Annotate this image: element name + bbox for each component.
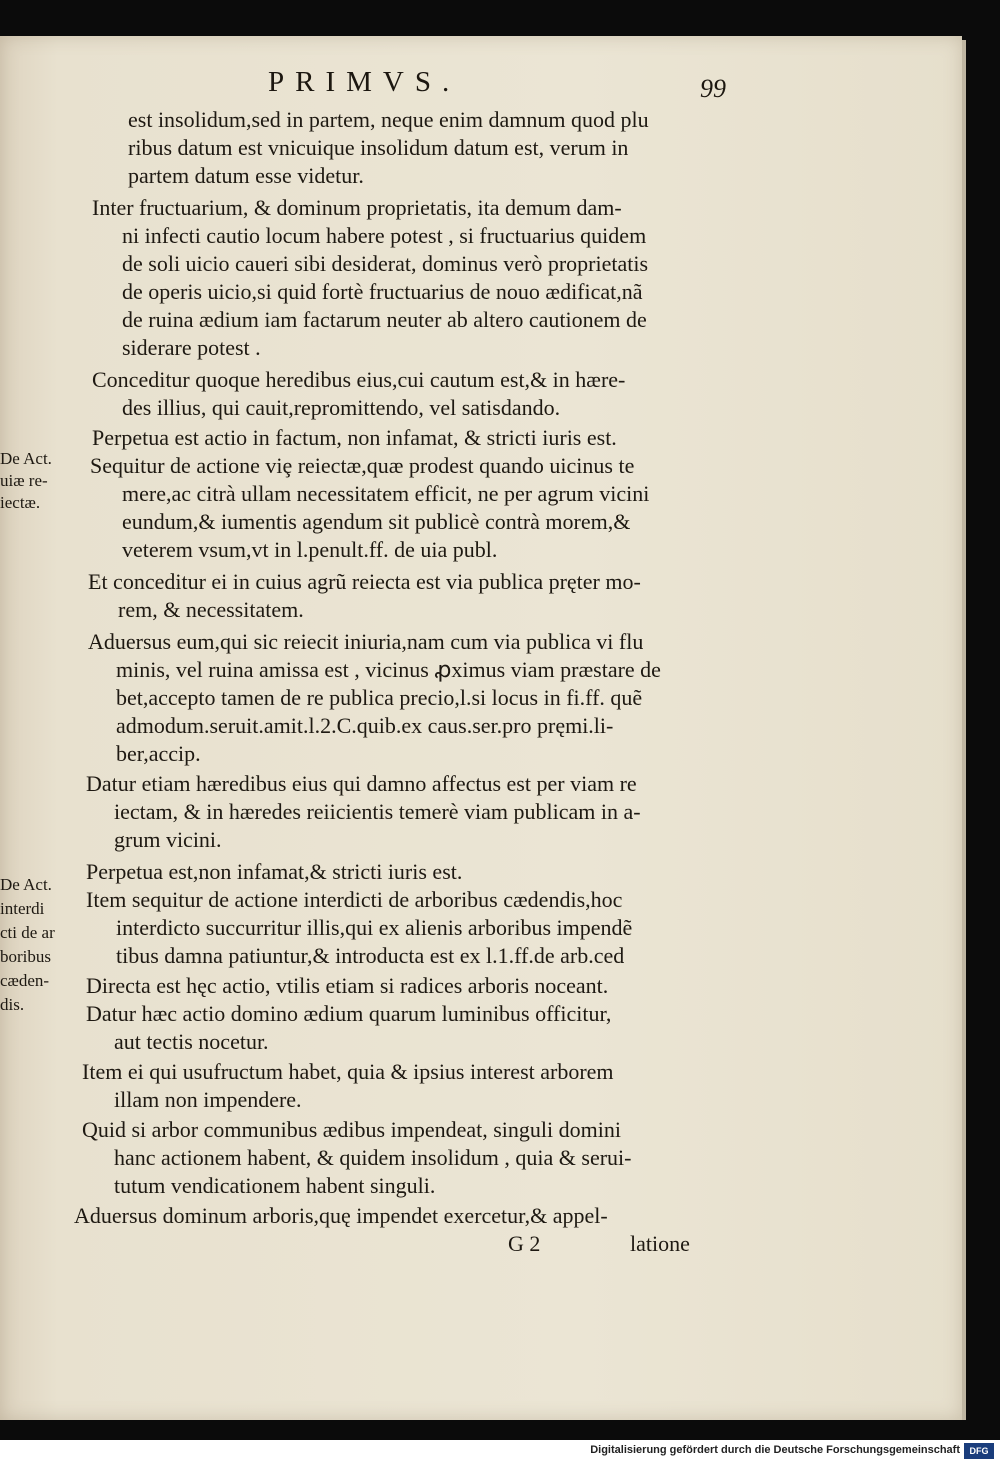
text-line: ni infecti cautio locum habere potest , si fructuarius quidem	[122, 223, 647, 248]
text-line: Item sequitur de actione interdicti de arboribus cædendis,hoc	[86, 887, 623, 912]
text-line: illam non impendere.	[114, 1087, 302, 1112]
footer-bar	[0, 1440, 1000, 1464]
text-line: Datur etiam hæredibus eius qui damno affectus est per viam re	[86, 771, 637, 796]
text-line: siderare potest .	[122, 335, 261, 360]
text-line: hanc actionem habent, & quidem insolidum , quia & serui-	[114, 1145, 632, 1170]
marginal-note: dis.	[0, 995, 25, 1014]
marginal-note: De Act.	[0, 449, 52, 468]
running-head	[0, 66, 962, 106]
text-line: aut tectis nocetur.	[114, 1029, 269, 1054]
marginal-note: uiæ re-	[0, 471, 48, 490]
marginal-note: iectæ.	[0, 493, 41, 512]
text-line: des illius, qui cauit,repromittendo, vel satisdando.	[122, 395, 561, 420]
text-line: Et conceditur ei in cuius agrũ reiecta est via publica pręter mo-	[88, 569, 641, 594]
text-line: de ruina ædium iam factarum neuter ab altero cautionem de	[122, 307, 647, 332]
text-line: est insolidum,sed in partem, neque enim damnum quod plu	[128, 107, 649, 132]
marginal-note: cti de ar	[0, 923, 55, 942]
text-line: Sequitur de actione viȩ reiectæ,quæ prodest quando uicinus te	[90, 453, 635, 478]
text-line: ber,accip.	[116, 741, 201, 766]
text-line: admodum.seruit.amit.l.2.C.quib.ex caus.ser.pro pręmi.li-	[116, 713, 614, 738]
text-line: Conceditur quoque heredibus eius,cui cautum est,& in hære-	[92, 367, 626, 392]
text-line: Item ei qui usufructum habet, quia & ipsius interest arborem	[82, 1059, 614, 1084]
catchword: latione	[630, 1231, 690, 1256]
text-line: bet,accepto tamen de re publica precio,l.si locus in fi.ff. quẽ	[116, 685, 643, 710]
text-line: iectam, & in hæredes reiicientis temerè viam publicam in a-	[114, 799, 641, 824]
text-line: de operis uicio,si quid fortè fructuarius de nouo ædificat,nã	[122, 279, 643, 304]
text-line: veterem vsum,vt in l.penult.ff. de uia publ.	[122, 537, 498, 562]
text-line: Aduersus dominum arboris,quę impendet exercetur,& appel-	[74, 1203, 608, 1228]
text-line: rem, & necessitatem.	[118, 597, 304, 622]
dfg-logo: DFG	[964, 1443, 994, 1459]
text-line: Inter fructuarium, & dominum proprietatis, ita demum dam-	[92, 195, 622, 220]
text-line: ribus datum est vnicuique insolidum datum est, verum in	[128, 135, 629, 160]
text-line: Perpetua est actio in factum, non infamat, & stricti iuris est.	[92, 425, 617, 450]
text-line: Aduersus eum,qui sic reiecit iniuria,nam cum via publica vi flu	[88, 629, 644, 654]
text-line: grum vicini.	[114, 827, 222, 852]
marginal-note: interdi	[0, 899, 45, 918]
text-line: interdicto succurritur illis,qui ex alienis arboribus impendẽ	[116, 915, 633, 940]
text-line: Datur hæc actio domino ædium quarum luminibus officitur,	[86, 1001, 612, 1026]
funding-credit: Digitalisierung gefördert durch die Deutsche Forschungsgemeinschaft	[590, 1444, 960, 1456]
marginal-note: boribus	[0, 947, 51, 966]
text-line: tibus damna patiuntur,& introducta est ex l.1.ff.de arb.ced	[116, 943, 625, 968]
text-line: partem datum esse videtur.	[128, 163, 364, 188]
text-line: Directa est hęc actio, vtilis etiam si radices arboris noceant.	[86, 973, 609, 998]
text-line: Perpetua est,non infamat,& stricti iuris est.	[86, 859, 463, 884]
signature-mark: G 2	[508, 1231, 541, 1256]
marginal-note: cæden-	[0, 971, 50, 990]
page-edge	[962, 40, 966, 1420]
text-line: Quid si arbor communibus ædibus impendeat, singuli domini	[82, 1117, 621, 1142]
text-line: de soli uicio caueri sibi desiderat, dominus verò proprietatis	[122, 251, 649, 276]
text-line: minis, vel ruina amissa est , vicinus ꝓximus viam præstare de	[116, 657, 661, 682]
marginal-note: De Act.	[0, 875, 52, 894]
text-line: tutum vendicationem habent singuli.	[114, 1173, 436, 1198]
text-line: eundum,& iumentis agendum sit publicè contrà morem,&	[122, 509, 631, 534]
running-title: PRIMVS.	[268, 66, 461, 98]
text-line: mere,ac citrà ullam necessitatem efficit, ne per agrum vicini	[122, 481, 650, 506]
page-number: 99	[700, 74, 726, 103]
